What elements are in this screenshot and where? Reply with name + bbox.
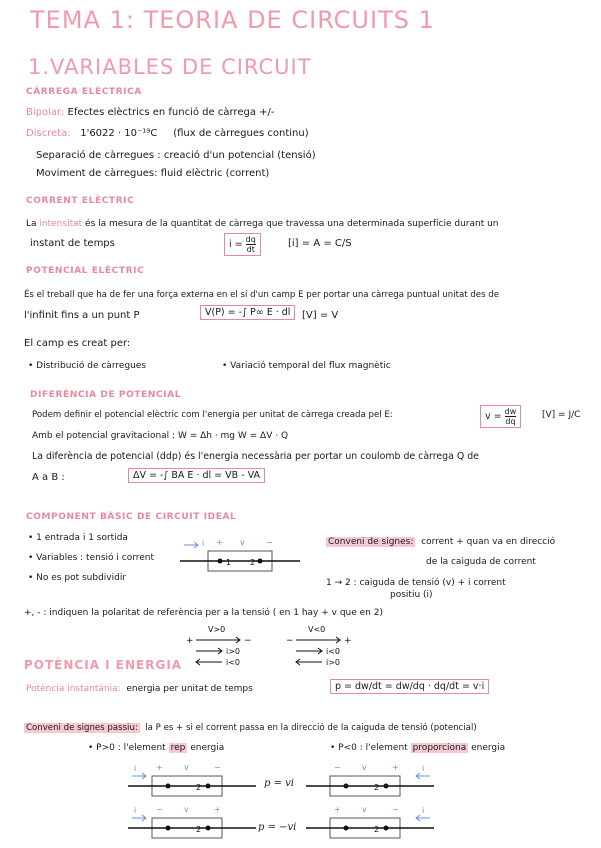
svg-text:+: + [334,805,341,814]
heading-potencial: POTENCIAL ELÈCTRIC [26,266,145,276]
svg-text:2: 2 [196,783,202,792]
diferencia-text-4: A a B : [32,472,65,483]
svg-text:v: v [184,763,189,772]
svg-text:+: + [214,805,221,814]
svg-text:v: v [184,805,189,814]
polarity-diagram-1 [186,624,256,670]
section-heading: 1.VARIABLES DE CIRCUIT [28,55,312,79]
conveni-line-2: de la caiguda de corrent [426,557,536,567]
svg-text:i: i [134,764,137,773]
heading-corrent: CORRENT ELÈCTRIC [26,196,135,206]
bipolar-line: Bipolar: Efectes elèctrics en funció de càrrega +/- [26,107,275,118]
page-title: TEMA 1: TEORIA DE CIRCUITS 1 [30,6,435,34]
svg-text:i: i [134,806,137,815]
corrent-text-1: La intensitat és la mesura de la quantitat de càrrega que travessa una determinada superfície durant un [26,219,499,229]
heading-carrega: CÀRREGA ELÈCTRICA [26,87,142,97]
heading-potencia: POTÈNCIA I ENERGIA [24,658,183,672]
camp-creat: El camp es creat per: [24,338,131,349]
diag1-i1-label: i>0 [226,647,241,656]
diag1-i2-label: i<0 [226,658,241,667]
p-negatiu: • P<0 : l'element proporciona energia [330,743,506,753]
potencial-text-2: l'infinit fins a un punt P [24,310,140,321]
component-diagram [180,535,300,577]
component-bullet-1: • 1 entrada i 1 sortida [28,533,128,543]
diag2-i1-label: i<0 [326,647,341,656]
diag1-top-label: V>0 [208,625,226,634]
svg-text:+: + [344,636,352,646]
potencial-text-1: És el treball que ha de fer una força externa en el sí d'un camp E per portar una càrrega puntual unitat des de [24,290,500,300]
formula-v-dw-dq: v = $\frac{dw}{dq}$ [480,405,521,428]
arrow-line-1: Separació de càrregues : creació d'un potencial (tensió) [36,150,316,161]
svg-text:+: + [392,763,399,772]
circuit-p-positive-2 [306,760,436,800]
diferencia-units: [V] = J/C [542,410,581,420]
svg-text:i: i [202,539,205,548]
svg-text:2: 2 [196,825,202,834]
corrent-units: [i] = A = C/S [288,238,352,249]
diferencia-text-3: La diferència de potencial (ddp) és l'energia necessària per portar un coulomb de càrrega Q de [32,451,479,462]
potencia-inst-line: Potència instantània: energia per unitat de temps [26,684,253,694]
component-bullet-2: • Variables : tensió i corrent [28,553,155,563]
svg-text:−: − [334,763,341,772]
svg-text:v: v [240,538,245,547]
heading-component: COMPONENT BÀSIC DE CIRCUIT IDEAL [26,512,237,522]
svg-text:−: − [156,805,163,814]
svg-text:−: − [392,805,399,814]
equation-p-minus-vi: p = −vi [258,822,297,833]
polarity-text: +, - : indiquen la polaritat de referència per a la tensió ( en 1 hay + v que en 2) [24,608,383,618]
formula-intensitat: i = $\frac{dq}{dt}$ [224,233,261,256]
conveni-arrow-1: 1 → 2 : caiguda de tensió (v) + i corrent [326,578,506,588]
circuit-p-negative-2 [306,802,436,842]
potencial-units: [V] = V [302,310,339,321]
bullet-distribucio: • Distribució de càrregues [28,361,147,371]
svg-text:+: + [156,763,163,772]
corrent-text-2: instant de temps [30,238,115,249]
discreta-line: Discreta: 1'6022 · 10⁻¹⁹C (flux de càrregues continu) [26,128,309,139]
equation-p-vi: p = vi [264,778,294,789]
polarity-diagram-2 [286,624,356,670]
svg-text:−: − [214,763,221,772]
svg-text:i: i [422,764,425,773]
component-bullet-3: • No es pot subdividir [28,573,127,583]
svg-text:2: 2 [250,558,256,567]
svg-text:+: + [216,538,223,547]
conveni-line-1: Conveni de signes: corrent + quan va en direcció [328,537,556,547]
formula-potencial: V(P) = -∫ P∞ E · dl [200,305,295,320]
svg-text:−: − [266,538,273,547]
svg-text:−: − [286,636,294,646]
diag2-top-label: V<0 [308,625,326,634]
passiu-line: Conveni de signes passiu: la P es + si el corrent passa en la direcció de la caiguda de tensió (potencial) [26,723,477,733]
formula-ddp: ΔV = -∫ BA E · dl = VB - VA [128,468,265,483]
svg-text:2: 2 [374,825,380,834]
p-positiu: • P>0 : l'element rep energia [88,743,225,753]
diag2-i2-label: i>0 [326,658,341,667]
svg-text:i: i [422,806,425,815]
circuit-p-positive-1 [128,760,258,800]
svg-text:+: + [186,636,194,646]
svg-text:2: 2 [374,783,380,792]
svg-text:−: − [244,636,252,646]
arrow-line-2: Moviment de càrregues: fluid elèctric (corrent) [36,168,270,179]
svg-text:v: v [362,763,367,772]
svg-text:1: 1 [226,558,232,567]
diferencia-text-1: Podem definir el potencial elèctric com l'energia per unitat de càrrega creada pel E: [32,410,393,420]
heading-diferencia: DIFERÈNCIA DE POTENCIAL [30,390,182,400]
svg-text:v: v [362,805,367,814]
formula-potencia: p = dw/dt = dw/dq · dq/dt = v·i [330,679,489,694]
diferencia-text-2: Amb el potencial gravitacional : W = Δh · mg W = ΔV · Q [32,431,289,441]
bullet-variacio: • Variació temporal del flux magnètic [222,361,391,371]
conveni-arrow-2: positiu (i) [390,590,433,600]
circuit-p-negative-1 [128,802,258,842]
